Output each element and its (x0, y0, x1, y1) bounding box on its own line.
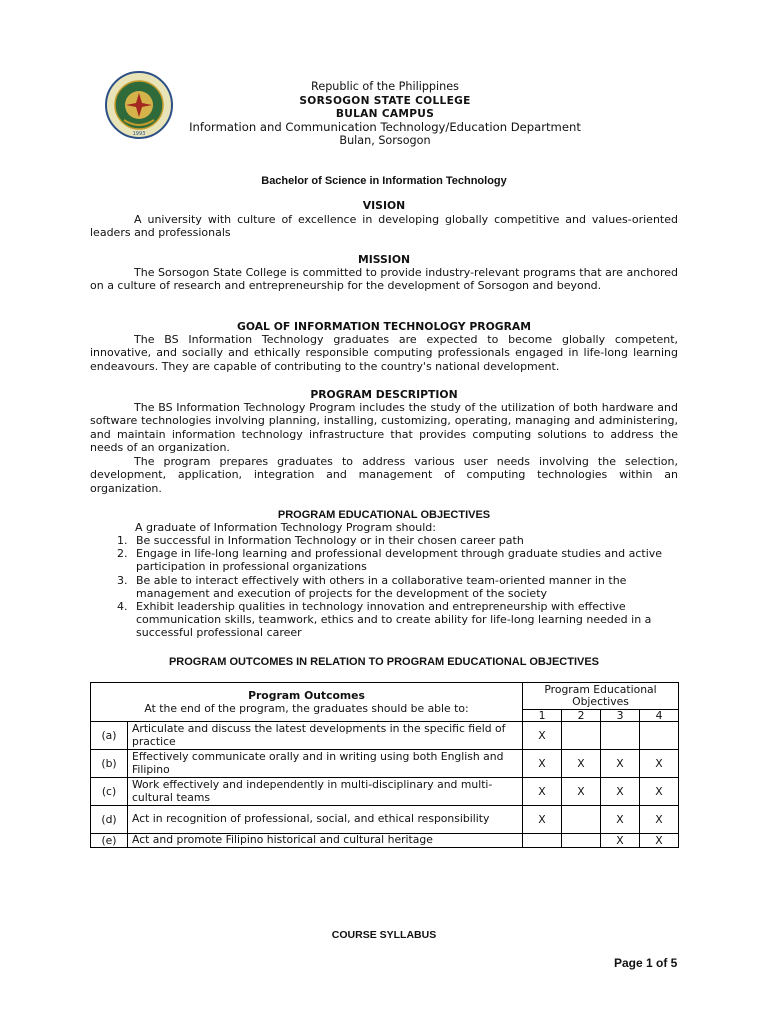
row-mark: X (562, 778, 601, 806)
row-mark (640, 722, 679, 750)
outcomes-table (90, 682, 679, 848)
row-label: (a) (91, 722, 128, 750)
peo-num-3: 3 (601, 710, 640, 722)
peo-item-num: 4. (117, 600, 128, 614)
row-mark (562, 806, 601, 834)
row-label: (e) (91, 834, 128, 848)
department-name: Information and Communication Technology/Education Department (189, 120, 581, 134)
peo-list (117, 534, 677, 640)
row-mark: X (601, 806, 640, 834)
row-mark: X (523, 722, 562, 750)
outcomes-col-title: Program Outcomes (248, 689, 365, 702)
outcomes-heading: PROGRAM OUTCOMES IN RELATION TO PROGRAM EDUCATIONAL OBJECTIVES (168, 656, 600, 668)
peo-item (117, 600, 677, 640)
peo-num-1: 1 (523, 710, 562, 722)
row-mark (601, 722, 640, 750)
table-row (91, 806, 679, 834)
peo-item-text: Exhibit leadership qualities in technology innovation and entrepreneurship with effective communication skills, teamwork, ethics and to create ability for life-long learning needed in a successful professional career (136, 600, 652, 640)
peo-num-4: 4 (640, 710, 679, 722)
row-mark: X (601, 750, 640, 778)
vision-text (90, 213, 678, 240)
row-mark: X (601, 778, 640, 806)
peo-item-text: Be successful in Information Technology or in their chosen career path (136, 534, 524, 547)
peo-column-header: Program Educational Objectives (523, 683, 679, 710)
row-mark: X (523, 806, 562, 834)
table-row (91, 750, 679, 778)
row-mark: X (640, 806, 679, 834)
peo-item-num: 2. (117, 547, 128, 561)
row-label: (c) (91, 778, 128, 806)
vision-heading: VISION (362, 199, 406, 212)
row-mark (562, 722, 601, 750)
goal-text (90, 333, 678, 373)
row-mark: X (523, 750, 562, 778)
row-text: Effectively communicate orally and in writing using both English and Filipino (128, 750, 523, 778)
row-mark: X (640, 778, 679, 806)
table-row (91, 722, 679, 750)
mission-body: The Sorsogon State College is committed to provide industry-relevant programs that are anchored on a culture of research and entrepreneurship for the development of Sorsogon and beyond. (90, 266, 678, 293)
vision-body: A university with culture of excellence in developing globally competitive and values-oriented leaders and professionals (90, 213, 678, 240)
description-p1 (90, 401, 678, 455)
goal-body: The BS Information Technology graduates are expected to become globally competent, innovative, and socially and ethically responsible computing professionals engaged in life-long learning endeavours. They are capable of contributing to the country's national development. (90, 333, 678, 373)
row-mark (523, 834, 562, 848)
row-mark: X (640, 750, 679, 778)
peo-heading: PROGRAM EDUCATIONAL OBJECTIVES (277, 509, 491, 521)
peo-item (117, 547, 677, 573)
outcomes-col-subtitle: At the end of the program, the graduates should be able to: (144, 702, 469, 715)
row-mark: X (562, 750, 601, 778)
peo-item-text: Be able to interact effectively with others in a collaborative team-oriented manner in the management and execution of projects for the development of the society (136, 573, 627, 600)
peo-item-text: Engage in life-long learning and professional development through graduate studies and active participation in professional organizations (136, 547, 663, 574)
table-header-row (91, 683, 679, 710)
row-text: Work effectively and independently in multi-disciplinary and multi-cultural teams (128, 778, 523, 806)
program-title: Bachelor of Science in Information Technology (261, 175, 507, 187)
peo-item (117, 574, 677, 600)
page-number: Page 1 of 5 (614, 956, 678, 970)
row-mark: X (640, 834, 679, 848)
seal-year: 1993 (132, 131, 146, 137)
description-heading: PROGRAM DESCRIPTION (310, 388, 458, 401)
campus-name: BULAN CAMPUS (335, 108, 435, 120)
description-p2 (90, 455, 678, 495)
row-text: Articulate and discuss the latest developments in the specific field of practice (128, 722, 523, 750)
goal-heading: GOAL OF INFORMATION TECHNOLOGY PROGRAM (236, 320, 532, 333)
row-mark: X (601, 834, 640, 848)
peo-intro: A graduate of Information Technology Program should: (135, 521, 436, 534)
description-p2-body: The program prepares graduates to address various user needs involving the selection, development, application, integration and management of computing technologies within an organization. (90, 455, 678, 495)
mission-text (90, 266, 678, 293)
row-mark: X (523, 778, 562, 806)
republic-line: Republic of the Philippines (311, 80, 459, 93)
outcomes-column-header (91, 683, 523, 722)
row-mark (562, 834, 601, 848)
row-label: (d) (91, 806, 128, 834)
peo-num-2: 2 (562, 710, 601, 722)
peo-item (117, 534, 677, 547)
row-text: Act and promote Filipino historical and cultural heritage (128, 834, 523, 848)
row-text: Act in recognition of professional, social, and ethical responsibility (128, 806, 523, 834)
location-line: Bulan, Sorsogon (339, 134, 431, 147)
course-syllabus-heading: COURSE SYLLABUS (331, 929, 437, 941)
peo-item-num: 1. (117, 534, 128, 547)
row-label: (b) (91, 750, 128, 778)
college-name: SORSOGON STATE COLLEGE (299, 95, 471, 107)
table-row (91, 834, 679, 848)
table-row (91, 778, 679, 806)
peo-item-num: 3. (117, 573, 128, 587)
description-p1-body: The BS Information Technology Program includes the study of the utilization of both hardware and software technologies involving planning, installing, customizing, operating, managing and administering, and maintain information technology infrastructure that provides computing solutions to address the needs of an organization. (90, 401, 678, 455)
mission-heading: MISSION (357, 253, 411, 266)
